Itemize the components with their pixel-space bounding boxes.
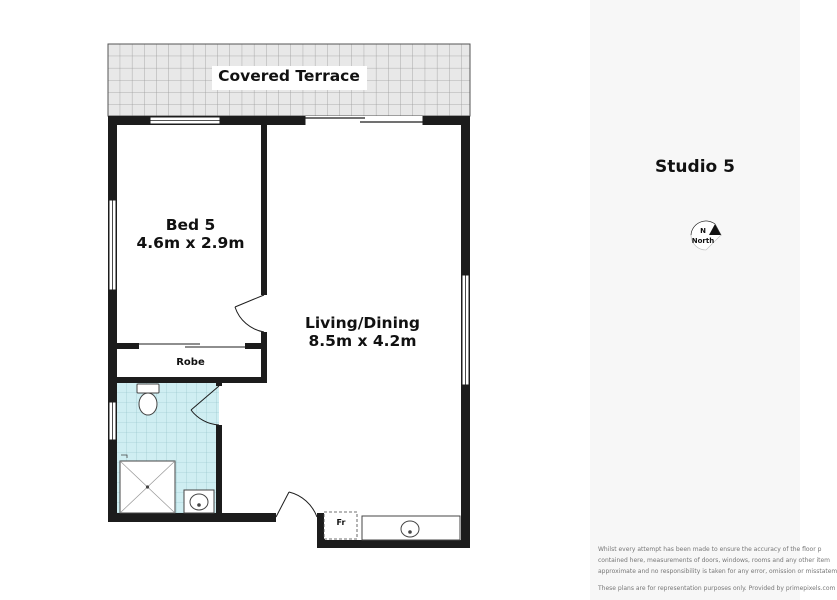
compass-north-letter: N: [700, 227, 706, 235]
terrace-label: Covered Terrace: [218, 67, 360, 85]
bedroom-name: Bed 5: [165, 216, 216, 234]
info-panel: [590, 0, 837, 600]
disclaimer-line: Whilst every attempt has been made to ensure the accuracy of the floor p: [598, 546, 822, 553]
sliding-door: [305, 116, 423, 125]
shower: [120, 455, 175, 513]
living-dining-size: 8.5m x 4.2m: [308, 331, 417, 350]
bedroom-label: [118, 217, 263, 253]
compass-north-label: North: [691, 237, 715, 245]
bedroom-size: 4.6m x 2.9m: [136, 233, 245, 252]
bedroom-door: [235, 295, 264, 332]
toilet: [137, 384, 159, 415]
kitchen-bench: [362, 516, 460, 540]
compass-icon: [689, 221, 723, 251]
disclaimer-line: approximate and no responsibility is taken for any error, omission or misstatem: [598, 568, 837, 575]
living-dining-label: [265, 315, 460, 351]
fridge-label: Fr: [336, 518, 346, 527]
bathroom-basin: [184, 490, 214, 513]
disclaimer-line: contained here, measurements of doors, windows, rooms and any other item: [598, 557, 830, 564]
unit-title: Studio 5: [655, 157, 735, 177]
living-dining-name: Living/Dining: [304, 314, 421, 332]
disclaimer: [598, 544, 837, 600]
entry-door: [276, 492, 317, 517]
disclaimer-footer: These plans are for representation purposes only. Provided by primepixels.com: [598, 585, 836, 592]
robe-label: Robe: [176, 357, 205, 368]
robe-sliding-doors: [139, 344, 245, 347]
